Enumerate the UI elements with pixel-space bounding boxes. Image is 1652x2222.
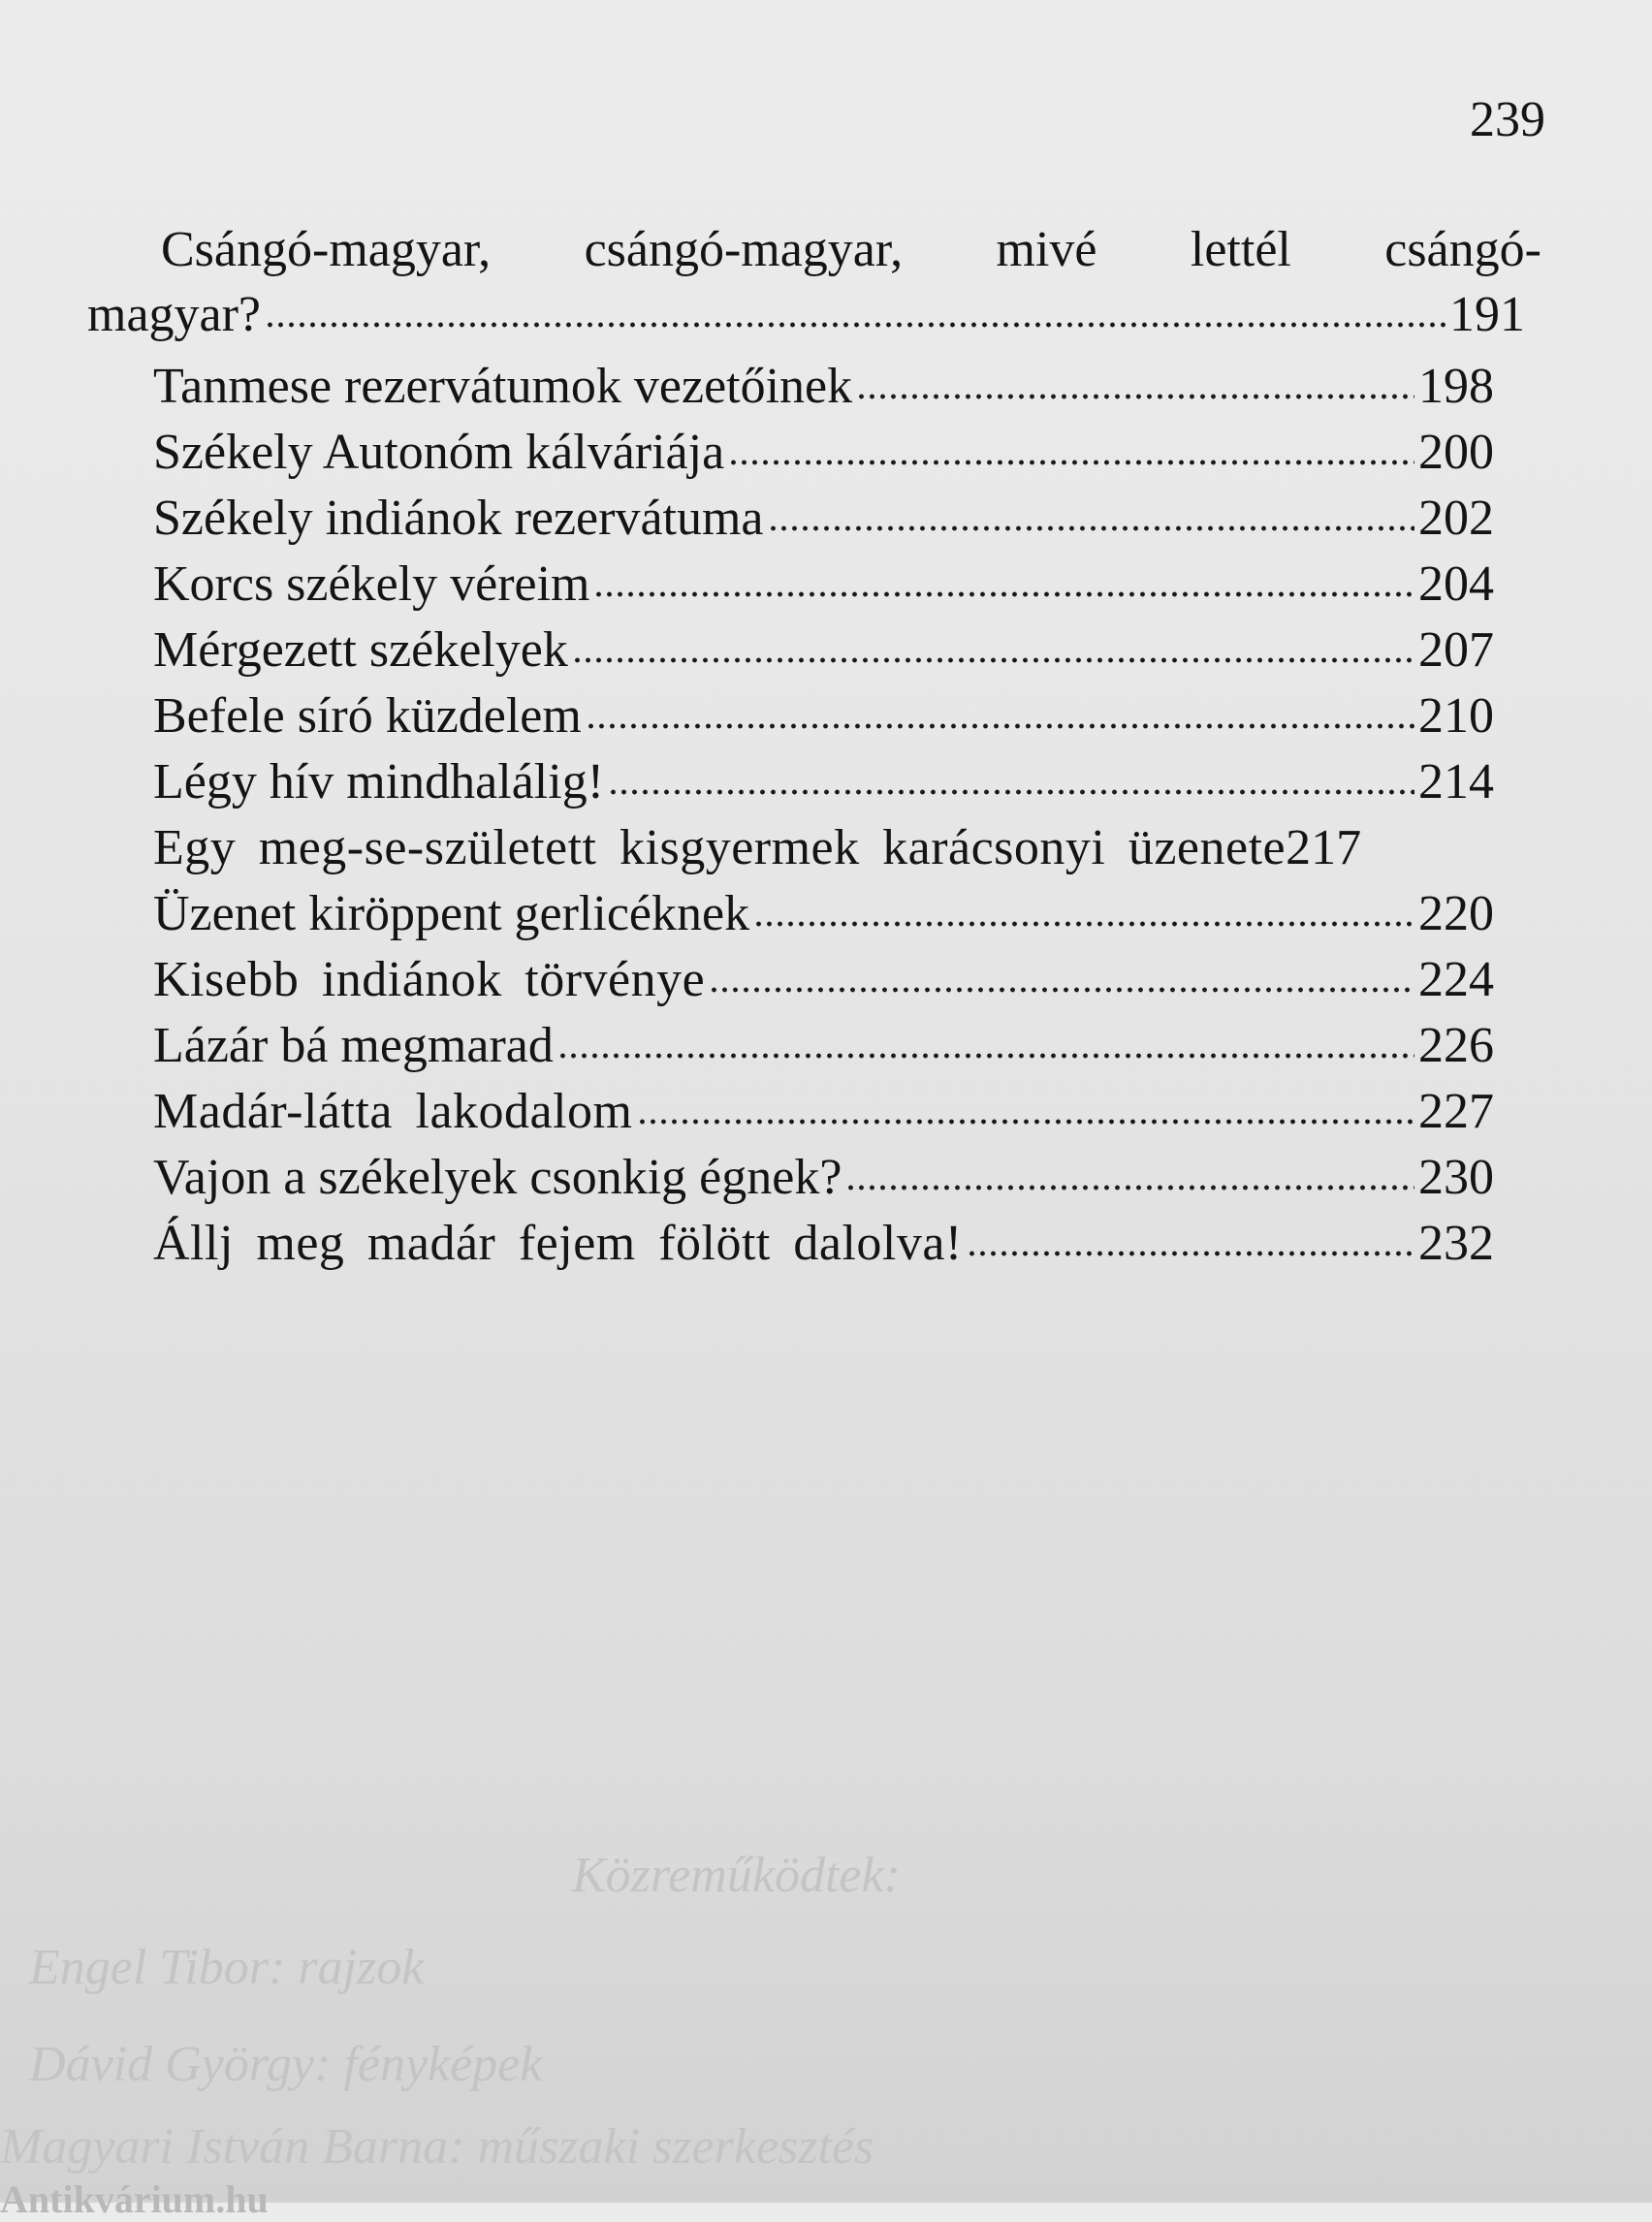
toc-entry (87, 683, 1494, 749)
toc-entry (87, 1211, 1494, 1277)
dot-leader (856, 383, 1414, 402)
show-through-line: Engel Tibor: rajzok (29, 1940, 425, 1995)
toc-page: 191 (1449, 287, 1525, 342)
page-number: 239 (1470, 92, 1545, 147)
toc-entry (87, 947, 1494, 1013)
toc-entry (87, 618, 1494, 683)
toc-page: 227 (1418, 1084, 1494, 1139)
toc-title: Légy hív mindhalálig! (153, 754, 605, 809)
dot-leader (265, 311, 1446, 331)
toc-title: Lázár bá megmarad (153, 1018, 554, 1073)
dot-leader (709, 976, 1414, 996)
toc-entry (87, 749, 1494, 815)
toc-page: 204 (1418, 556, 1494, 612)
first-entry-line1 (87, 218, 1541, 282)
toc-entry (87, 1013, 1494, 1079)
toc-page: 207 (1418, 622, 1494, 678)
toc-page: 200 (1418, 425, 1494, 480)
toc-title: Korcs székely véreim (153, 556, 590, 612)
show-through-line: Dávid György: fényképek (29, 2037, 543, 2092)
show-through-heading: Közreműködtek: (572, 1848, 901, 1903)
toc-title: Üzenet kiröppent gerlicéknek (153, 886, 750, 941)
toc-page: 217 (1286, 820, 1362, 875)
toc-entry (87, 881, 1494, 947)
toc-entry (87, 354, 1494, 420)
toc-entry (87, 1145, 1494, 1211)
toc-title: Befele síró küzdelem (153, 688, 582, 744)
dot-leader (557, 1042, 1414, 1062)
show-through-line: Magyari István Barna: műszaki szerkesztés (0, 2119, 874, 2174)
dot-leader (586, 713, 1414, 732)
toc-title: Vajon a székelyek csonkig égnek? (153, 1150, 842, 1205)
first-entry-word: csángó- (1384, 222, 1541, 277)
watermark: Antikvárium.hu (0, 2177, 269, 2221)
toc-page: 230 (1418, 1150, 1494, 1205)
toc-page: 210 (1418, 688, 1494, 744)
first-entry-word: Csángó-magyar, (161, 222, 492, 277)
toc-title: Kisebb indiánok törvénye (153, 952, 706, 1007)
toc-entry (87, 1079, 1494, 1145)
toc-title: Székely Autonóm kálváriája (153, 425, 725, 480)
toc-entry (87, 420, 1494, 486)
dot-leader (768, 515, 1414, 534)
first-entry-word: mivé (996, 222, 1097, 277)
toc-title: Egy meg-se-született kisgyermek karácsonyi üzenete (153, 820, 1287, 875)
dot-leader (593, 581, 1414, 600)
dot-leader (637, 1108, 1415, 1127)
first-entry-word: lettél (1190, 222, 1291, 277)
dot-leader (728, 449, 1414, 468)
dot-leader (967, 1240, 1414, 1259)
dot-leader (608, 778, 1414, 798)
toc-entry (87, 486, 1494, 552)
toc-page: 226 (1418, 1018, 1494, 1073)
toc-title: Állj meg madár fejem fölött dalolva! (153, 1216, 963, 1271)
toc-title: Madár-látta lakodalom (153, 1084, 633, 1139)
toc-page: 198 (1418, 359, 1494, 414)
dot-leader (572, 647, 1414, 666)
toc-title: Tanmese rezervátumok vezetőinek (153, 359, 853, 414)
toc-page: 220 (1418, 886, 1494, 941)
toc-entry (87, 552, 1494, 618)
dot-leader (753, 910, 1414, 930)
table-of-contents (87, 218, 1541, 1277)
toc-page: 232 (1418, 1216, 1494, 1271)
toc-page: 224 (1418, 952, 1494, 1007)
toc-entry-first (87, 218, 1541, 348)
toc-title: magyar? (87, 287, 262, 342)
toc-title: Mérgezett székelyek (153, 622, 568, 678)
toc-entry (87, 815, 1588, 881)
dot-leader (845, 1174, 1414, 1193)
toc-page: 214 (1418, 754, 1494, 809)
toc-page: 202 (1418, 491, 1494, 546)
first-entry-line2 (87, 282, 1525, 348)
toc-title: Székely indiánok rezervátuma (153, 491, 764, 546)
first-entry-word: csángó-magyar, (584, 222, 904, 277)
